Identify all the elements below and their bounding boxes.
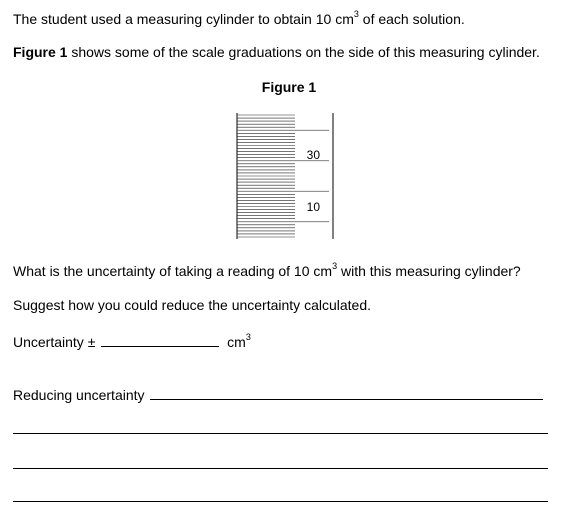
- graduation-label-30: 30: [306, 148, 320, 162]
- graduation-label-10: 10: [306, 200, 320, 214]
- uncertainty-row: [13, 333, 251, 351]
- scale-graduations: [237, 115, 329, 237]
- uncertainty-answer-blank[interactable]: [101, 334, 219, 347]
- question-line-1: What is the uncertainty of taking a reading of 10 $cm^3$ with this measuring cylinder?: [13, 261, 521, 279]
- figure-title: Figure 1: [261, 79, 317, 95]
- question-line-2: Suggest how you could reduce the uncertainty calculated.: [13, 297, 372, 313]
- intro-line-1: The student used a measuring cylinder to obtain 10 $cm^3$ of each solution.: [13, 9, 465, 27]
- answer-line-3[interactable]: [13, 501, 548, 502]
- intro-line-2: Figure 1 shows some of the scale graduations on the side of this measuring cylinder.: [13, 44, 540, 60]
- uncertainty-label: Uncertainty ±: [13, 334, 96, 350]
- measuring-cylinder-figure: [236, 111, 336, 241]
- answer-line-1[interactable]: [13, 433, 548, 434]
- figure-reference: Figure 1: [13, 44, 68, 60]
- reducing-label: Reducing uncertainty: [13, 387, 145, 403]
- unit-label: $cm^3$: [227, 332, 251, 350]
- answer-line-2[interactable]: [13, 468, 548, 469]
- reducing-row: [13, 386, 543, 404]
- reducing-answer-blank[interactable]: [150, 387, 543, 400]
